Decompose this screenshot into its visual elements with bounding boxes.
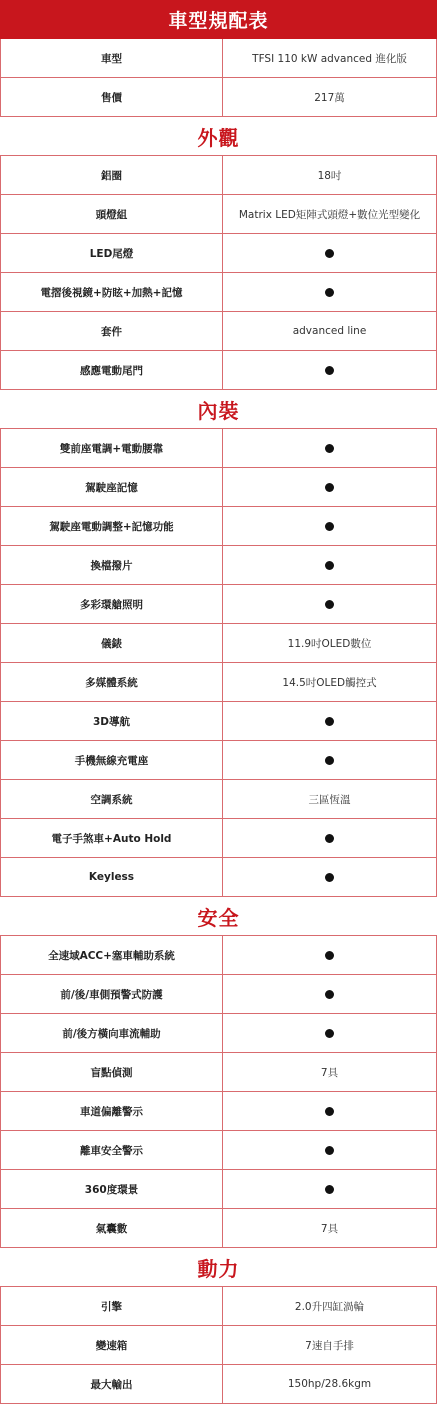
spec-value-cell <box>223 702 436 740</box>
spec-label: 盲點偵測 <box>1 1053 223 1091</box>
table-body <box>0 39 437 1404</box>
table-row <box>0 1092 437 1131</box>
spec-label: 手機無線充電座 <box>1 741 223 779</box>
spec-value: 14.5吋OLED觸控式 <box>282 676 377 689</box>
spec-value-cell <box>223 741 436 779</box>
table-title: 車型規配表 <box>0 0 437 39</box>
table-row <box>0 741 437 780</box>
table-row <box>0 780 437 819</box>
equipped-dot-icon <box>325 990 334 999</box>
spec-label: 換檔撥片 <box>1 546 223 584</box>
spec-value: 2.0升四缸渦輪 <box>294 1300 365 1313</box>
section-header <box>0 1248 437 1287</box>
equipped-dot-icon <box>325 483 334 492</box>
spec-value-cell <box>223 351 436 389</box>
section-title: 內裝 <box>197 398 240 423</box>
spec-value-cell <box>223 585 436 623</box>
spec-label: 多媒體系統 <box>1 663 223 701</box>
spec-value: 7具 <box>320 1066 339 1079</box>
spec-value-cell <box>223 1092 436 1130</box>
table-row <box>0 507 437 546</box>
table-row <box>0 819 437 858</box>
spec-value-cell <box>223 1014 436 1052</box>
spec-value-cell <box>223 936 436 974</box>
table-row <box>0 234 437 273</box>
spec-value-cell <box>223 546 436 584</box>
spec-label: 頭燈組 <box>1 195 223 233</box>
table-row <box>0 858 437 897</box>
equipped-dot-icon <box>325 366 334 375</box>
table-row <box>0 1209 437 1248</box>
table-row <box>0 1014 437 1053</box>
table-row <box>0 1053 437 1092</box>
spec-label: 離車安全警示 <box>1 1131 223 1169</box>
spec-label: 電摺後視鏡+防眩+加熱+記憶 <box>1 273 223 311</box>
spec-value: 三區恆溫 <box>308 793 351 806</box>
spec-label: 氣囊數 <box>1 1209 223 1247</box>
spec-label: 全速域ACC+塞車輔助系統 <box>1 936 223 974</box>
equipped-dot-icon <box>325 1107 334 1116</box>
spec-label: 售價 <box>1 78 223 116</box>
table-row <box>0 1131 437 1170</box>
spec-label: 引擎 <box>1 1287 223 1325</box>
table-row <box>0 39 437 78</box>
spec-label: 最大輸出 <box>1 1365 223 1403</box>
spec-label: 車道偏離警示 <box>1 1092 223 1130</box>
table-row <box>0 156 437 195</box>
spec-value: 150hp/28.6kgm <box>287 1378 372 1390</box>
table-row <box>0 78 437 117</box>
equipped-dot-icon <box>325 444 334 453</box>
spec-label: Keyless <box>1 858 223 896</box>
spec-label: 多彩環艙照明 <box>1 585 223 623</box>
spec-label: 3D導航 <box>1 702 223 740</box>
spec-value: advanced line <box>292 325 367 337</box>
table-row <box>0 273 437 312</box>
equipped-dot-icon <box>325 1029 334 1038</box>
spec-value-cell <box>223 975 436 1013</box>
spec-label: 前/後/車側預警式防護 <box>1 975 223 1013</box>
equipped-dot-icon <box>325 561 334 570</box>
spec-label: 儀錶 <box>1 624 223 662</box>
spec-value-cell <box>223 1131 436 1169</box>
equipped-dot-icon <box>325 834 334 843</box>
table-row <box>0 663 437 702</box>
spec-value-cell <box>223 507 436 545</box>
section-header <box>0 117 437 156</box>
spec-value-cell <box>223 273 436 311</box>
spec-label: 車型 <box>1 39 223 77</box>
table-row <box>0 1365 437 1404</box>
equipped-dot-icon <box>325 1185 334 1194</box>
table-row <box>0 936 437 975</box>
spec-label: 感應電動尾門 <box>1 351 223 389</box>
section-header <box>0 390 437 429</box>
table-row <box>0 468 437 507</box>
spec-value: TFSI 110 kW advanced 進化版 <box>252 52 407 65</box>
equipped-dot-icon <box>325 951 334 960</box>
equipped-dot-icon <box>325 522 334 531</box>
section-header <box>0 897 437 936</box>
table-row <box>0 975 437 1014</box>
table-row <box>0 1287 437 1326</box>
spec-value-cell <box>223 858 436 896</box>
equipped-dot-icon <box>325 1146 334 1155</box>
spec-value: 18吋 <box>317 169 342 182</box>
table-row <box>0 195 437 234</box>
equipped-dot-icon <box>325 717 334 726</box>
table-row <box>0 1170 437 1209</box>
spec-label: 雙前座電調+電動腰靠 <box>1 429 223 467</box>
spec-value: Matrix LED矩陣式頭燈+數位光型變化 <box>238 208 421 221</box>
table-row <box>0 546 437 585</box>
table-row <box>0 429 437 468</box>
section-title: 安全 <box>197 905 240 930</box>
spec-value-cell <box>223 819 436 857</box>
spec-label: 電子手煞車+Auto Hold <box>1 819 223 857</box>
spec-value: 11.9吋OLED數位 <box>287 637 372 650</box>
section-title: 動力 <box>197 1256 240 1281</box>
table-row <box>0 585 437 624</box>
spec-label: 鋁圈 <box>1 156 223 194</box>
spec-label: 前/後方橫向車流輔助 <box>1 1014 223 1052</box>
spec-label: 駕駛座記憶 <box>1 468 223 506</box>
spec-label: 空調系統 <box>1 780 223 818</box>
table-row <box>0 624 437 663</box>
spec-label: 駕駛座電動調整+記憶功能 <box>1 507 223 545</box>
spec-label: 變速箱 <box>1 1326 223 1364</box>
spec-label: LED尾燈 <box>1 234 223 272</box>
spec-value: 7具 <box>320 1222 339 1235</box>
spec-label: 360度環景 <box>1 1170 223 1208</box>
spec-value: 217萬 <box>314 91 345 104</box>
equipped-dot-icon <box>325 756 334 765</box>
table-row <box>0 351 437 390</box>
table-row <box>0 1326 437 1365</box>
equipped-dot-icon <box>325 873 334 882</box>
equipped-dot-icon <box>325 600 334 609</box>
section-title: 外觀 <box>197 125 240 150</box>
spec-value-cell <box>223 1170 436 1208</box>
equipped-dot-icon <box>325 249 334 258</box>
spec-label: 套件 <box>1 312 223 350</box>
table-row <box>0 312 437 351</box>
spec-value: 7速自手排 <box>305 1339 354 1352</box>
spec-value-cell <box>223 468 436 506</box>
spec-value-cell <box>223 234 436 272</box>
table-row <box>0 702 437 741</box>
spec-value-cell <box>223 429 436 467</box>
equipped-dot-icon <box>325 288 334 297</box>
